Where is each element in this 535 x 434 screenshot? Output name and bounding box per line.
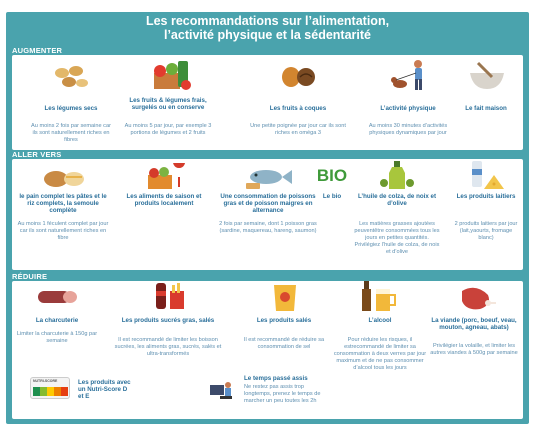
soda-fries-icon (152, 279, 188, 311)
poster (6, 12, 529, 424)
item-title: La viande (porc, boeuf, veau, mouton, agneau, abats) (431, 317, 517, 332)
item-alcool (332, 281, 428, 401)
item-description: Au moins 1 féculent complet par jour car ils sont naturellement riches en fibre (17, 221, 109, 241)
walking-dog-icon (390, 59, 428, 91)
item-title: Les produits laitiers (456, 193, 516, 200)
nutri-score-label: NUTRI-SCORE (33, 379, 58, 383)
item-description: Au moins 30 minutes d’activités physiques dynamiques par jour (368, 123, 448, 136)
item-title: L’huile de colza, de noix et d’olive (357, 193, 437, 208)
item-title: Le fait maison (465, 105, 507, 112)
item-title: Le temps passé assis (244, 375, 308, 382)
dairy-products-icon (464, 161, 506, 191)
fish-icon (244, 165, 294, 191)
section-aller-vers (12, 159, 523, 270)
item-description: Limiter la charcuterie à 150g par semaine (16, 331, 98, 344)
item-fait-maison (456, 55, 516, 150)
item-bio (312, 159, 352, 270)
item-viande (426, 281, 522, 381)
bread-pasta-icon (42, 165, 86, 191)
item-description: Il est recommandé de limiter les boisson sucrées, les aliments gras, sucrés, salés et ultra-transformés (114, 337, 222, 357)
item-fruits-coques (248, 55, 348, 150)
poster-title (6, 14, 529, 42)
item-description: 2 fois par semaine, dont 1 poisson gras (sardine, maquereau, hareng, saumon) (219, 221, 317, 234)
item-description: Au moins 2 fois par semaine car ils sont naturellement riches en fibres (31, 123, 111, 143)
item-poissons (218, 159, 318, 270)
sitting-person-icon (208, 381, 234, 403)
item-fruits-legumes (118, 55, 218, 150)
item-description: Privilégier la volaille, et limiter les autres viandes à 500g par semaine (430, 343, 518, 356)
title-line-2: l’activité physique et la sédentarité (163, 28, 372, 42)
fruits-legumes-icon (148, 59, 192, 91)
item-description: Pour réduire les risques, il estrecommandé de limiter sa consommation à deux verres par jour maximum et de ne pas consommer d’alcool tous les jours (333, 337, 427, 371)
item-legumes-secs (30, 55, 112, 150)
item-title: Les légumes secs (44, 105, 98, 112)
item-description: Une petite poignée par jour car ils sont riches en oméga 3 (250, 123, 346, 136)
chips-bag-icon (270, 283, 300, 313)
section-reduire (12, 281, 523, 419)
bio-logo-icon: BIO (316, 166, 348, 185)
item-title: La charcuterie (35, 317, 79, 324)
item-saison-local (114, 159, 214, 270)
nutri-score-icon (30, 377, 70, 399)
item-title: Les aliments de saison et produits localement (126, 193, 202, 208)
fruits-coques-icon (280, 61, 316, 89)
item-description: 2 produits laitiers par jour (lait,yaourts, fromage blanc) (454, 221, 518, 241)
item-description: Ne restez pas assis trop longtemps, prenez le temps de marcher un peu toutes les 2h (244, 384, 321, 404)
item-title: Les produits avec un Nutri-Score D et E (78, 379, 131, 401)
section-label-augmenter: AUGMENTER (12, 46, 63, 55)
item-title: Le bio (322, 193, 342, 200)
meat-icon (456, 285, 496, 311)
beer-wine-icon (358, 281, 402, 313)
item-title: L’activité physique (380, 105, 436, 112)
mixing-bowl-icon (468, 61, 506, 91)
item-title: Les produits salés (256, 317, 312, 324)
section-label-reduire: RÉDUIRE (12, 272, 48, 281)
item-title: Une consommation de poissons gras et de poisson maigres en alternance (220, 193, 316, 215)
item-nutri-score (22, 371, 132, 411)
item-title: le pain complet les pâtes et le riz complets, la semoule complète (19, 193, 107, 215)
item-title: Les fruits à coques (269, 105, 327, 112)
section-augmenter (12, 55, 523, 150)
item-temps-assis (206, 375, 346, 419)
item-title: L’alcool (368, 317, 392, 324)
section-label-aller-vers: ALLER VERS (12, 150, 62, 159)
legumes-secs-icon (52, 63, 90, 91)
item-title: Les produits sucrés gras, salés (121, 317, 215, 324)
oil-bottle-icon (378, 161, 416, 191)
item-huiles (352, 159, 442, 270)
item-produits-sales (234, 281, 334, 361)
title-line-1: Les recommandations sur l’alimentation, (145, 14, 390, 28)
item-description: Les matières grasses ajoutées peuventêtre consommées tous les jours en petites quantités. Privilégiez l’huile de colza, de noix et d’olive (354, 221, 440, 255)
item-charcuterie (12, 281, 102, 361)
item-cereales-completes (16, 159, 110, 270)
item-activite-physique (364, 55, 452, 150)
item-title: Les fruits & légumes frais, surgelés ou en conserve (129, 97, 207, 112)
vegetable-basket-icon (146, 163, 186, 191)
item-produits-laitiers (452, 159, 520, 270)
item-description: Il est recommandé de réduire sa consommation de sel (243, 337, 325, 350)
sausage-icon (36, 287, 80, 307)
item-description: Au moins 5 par jour, par exemple 3 portions de légumes et 2 fruits (124, 123, 212, 136)
item-produits-sucres-gras-sales (108, 281, 228, 361)
